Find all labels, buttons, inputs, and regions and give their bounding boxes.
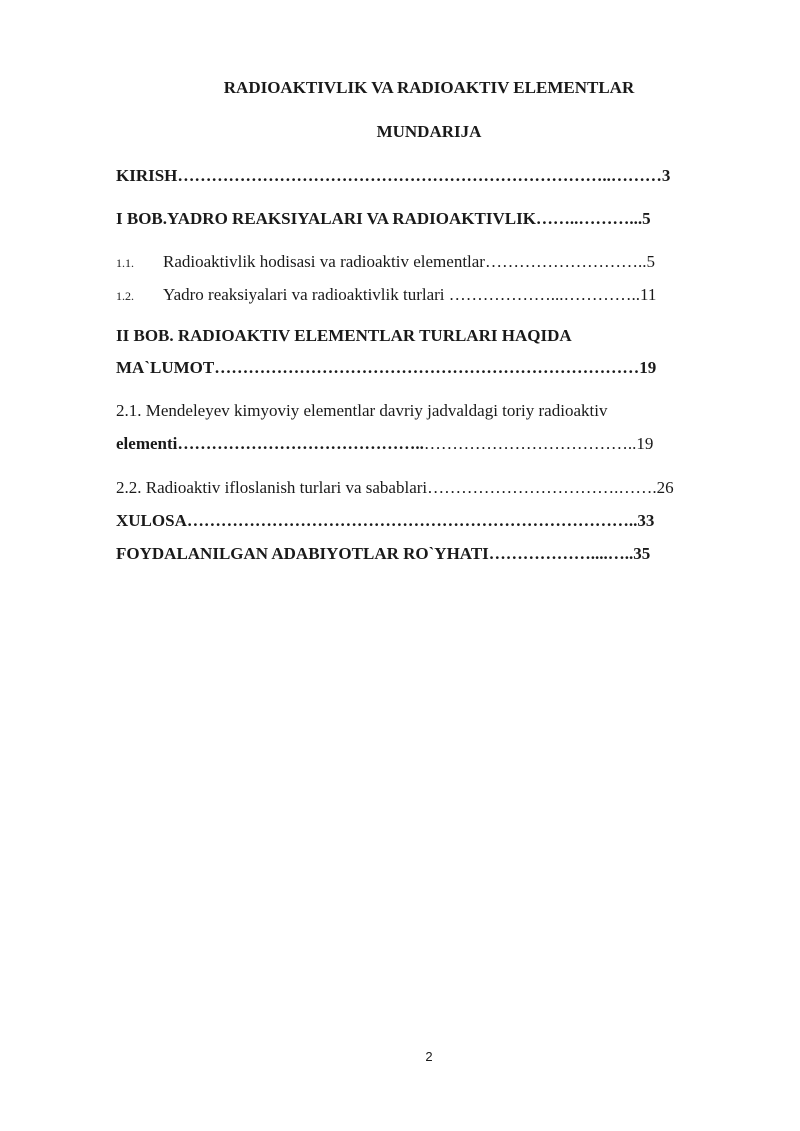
toc-heading: MUNDARIJA <box>376 122 482 141</box>
toc-entry-chapter-2-line-1: II BOB. RADIOAKTIV ELEMENTLAR TURLARI HAQIDA <box>116 326 572 345</box>
toc-entry-number: 1.2. <box>116 289 134 303</box>
toc-entry-text-normal: ………………………………..19 <box>423 434 654 453</box>
toc-entry-text: Yadro reaksiyalari va radioaktivlik turlari ………………...…………..11 <box>163 285 657 304</box>
toc-entry-bibliography: FOYDALANILGAN ADABIYOTLAR RO`YHATI………………....…..35 <box>116 544 651 563</box>
page-number: 2 <box>425 1049 433 1064</box>
toc-entry-2-2: 2.2. Radioaktiv ifloslanish turlari va sabablari…………………………….…….26 <box>116 478 674 497</box>
toc-entry-2-1-line-1: 2.1. Mendeleyev kimyoviy elementlar davriy jadvaldagi toriy radioaktiv <box>116 401 608 420</box>
toc-entry-1-1 <box>116 252 655 272</box>
toc-entry-chapter-2-line-2: MA`LUMOT…………………………………………………………………19 <box>116 358 657 377</box>
toc-entry-1-2 <box>116 285 656 305</box>
toc-entry-number: 1.1. <box>116 256 134 270</box>
document-title: RADIOAKTIVLIK VA RADIOAKTIV ELEMENTLAR <box>223 78 635 97</box>
toc-entry-xulosa: XULOSA……………………………………………………………………..33 <box>116 511 655 530</box>
toc-entry-2-1-line-2 <box>116 434 653 454</box>
toc-entry-kirish: KIRISH…………………………………………………………………..………3 <box>116 166 671 185</box>
toc-entry-text: Radioaktivlik hodisasi va radioaktiv elementlar………………………..5 <box>163 252 655 271</box>
toc-entry-chapter-1: I BOB.YADRO REAKSIYALARI VA RADIOAKTIVLIK……..………...5 <box>116 209 651 228</box>
toc-entry-text-bold: elementi…………………………………….. <box>116 434 424 453</box>
